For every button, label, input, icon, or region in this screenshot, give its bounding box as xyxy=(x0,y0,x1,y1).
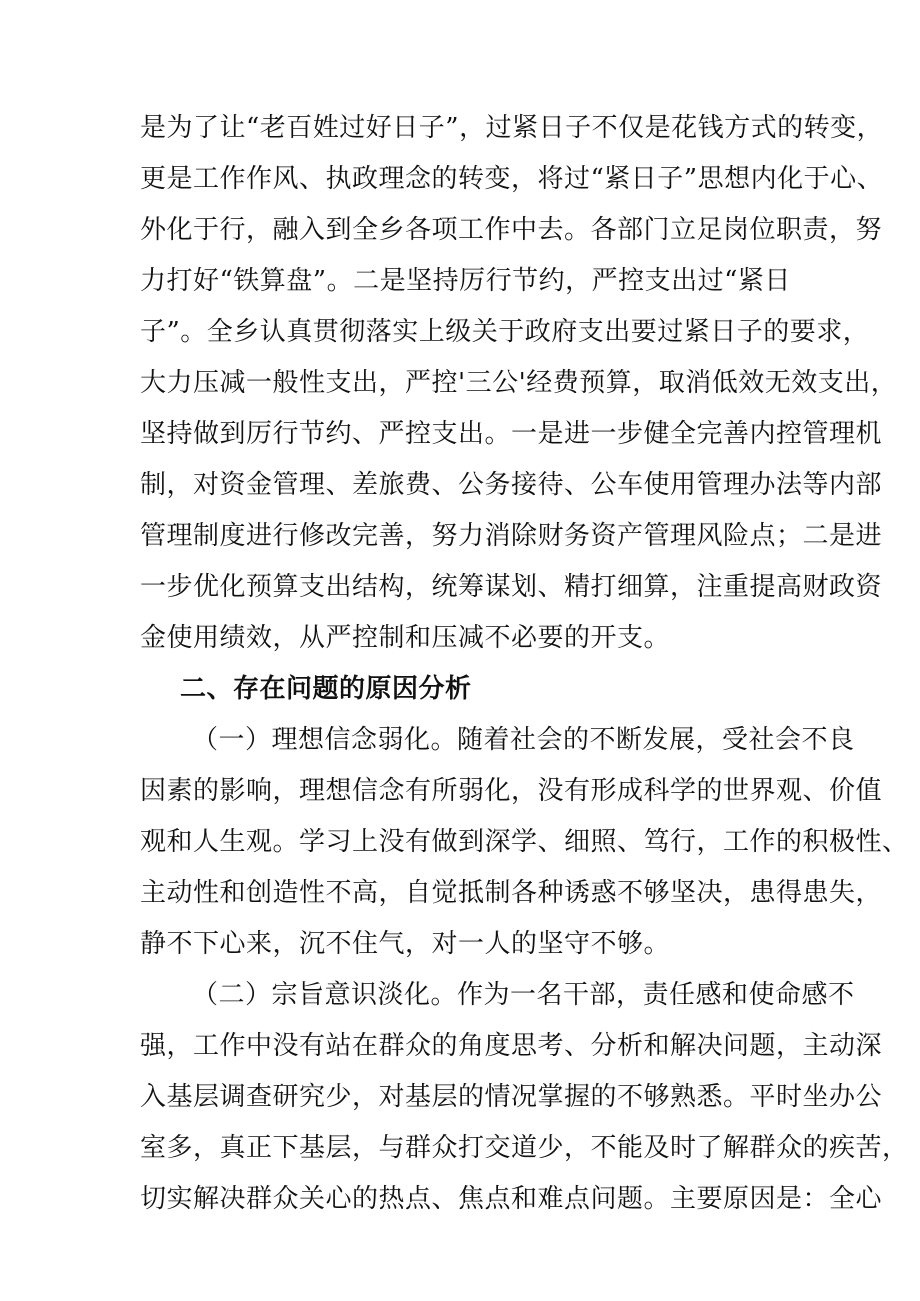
paragraph-1-line-9: 管理制度进行修改完善，努力消除财务资产管理风险点；二是进 xyxy=(140,521,883,551)
paragraph-1-line-1: 是为了让“老百姓过好日子”，过紧日子不仅是花钱方式的转变， xyxy=(140,113,884,143)
paragraph-2-line-4: 主动性和创造性不高，自觉抵制各种诱惑不够坚决，患得患失， xyxy=(140,878,883,908)
paragraph-1-line-2: 更是工作作风、执政理念的转变，将过“紧日子”思想内化于心、 xyxy=(140,164,884,194)
paragraph-1-line-4: 力打好“铁算盘”。二是坚持厉行节约，严控支出过“紧日 xyxy=(140,266,791,296)
paragraph-3-line-3: 入基层调查研究少，对基层的情况掌握的不够熟悉。平时坐办公 xyxy=(140,1082,883,1112)
paragraph-2-line-3: 观和人生观。学习上没有做到深学、细照、笃行，工作的积极性、 xyxy=(140,827,909,857)
paragraph-1-line-5: 子”。全乡认真贯彻落实上级关于政府支出要过紧日子的要求， xyxy=(140,317,870,347)
paragraph-1-line-7: 坚持做到厉行节约、严控支出。一是进一步健全完善内控管理机 xyxy=(140,419,883,449)
paragraph-3-line-2: 强，工作中没有站在群众的角度思考、分析和解决问题，主动深 xyxy=(140,1031,883,1061)
paragraph-3-line-4: 室多，真正下基层，与群众打交道少，不能及时了解群众的疾苦， xyxy=(140,1133,909,1163)
paragraph-2-line-2: 因素的影响，理想信念有所弱化，没有形成科学的世界观、价值 xyxy=(140,776,883,806)
paragraph-1-line-8: 制，对资金管理、差旅费、公务接待、公车使用管理办法等内部 xyxy=(140,470,883,500)
paragraph-3-line-5: 切实解决群众关心的热点、焦点和难点问题。主要原因是：全心 xyxy=(140,1184,883,1214)
paragraph-2-line-1: （一）理想信念弱化。随着社会的不断发展，受社会不良 xyxy=(192,725,855,755)
section-heading: 二、存在问题的原因分析 xyxy=(180,674,472,704)
paragraph-1-line-3: 外化于行，融入到全乡各项工作中去。各部门立足岗位职责，努 xyxy=(140,215,883,245)
paragraph-1-line-11: 金使用绩效，从严控制和压减不必要的开支。 xyxy=(140,623,671,653)
paragraph-1-line-6: 大力压减一般性支出，严控'三公'经费预算，取消低效无效支出， xyxy=(140,368,898,398)
paragraph-2-line-5: 静不下心来，沉不住气，对一人的坚守不够。 xyxy=(140,929,671,959)
paragraph-3-line-1: （二）宗旨意识淡化。作为一名干部，责任感和使命感不 xyxy=(192,980,855,1010)
paragraph-1-line-10: 一步优化预算支出结构，统筹谋划、精打细算，注重提高财政资 xyxy=(140,572,883,602)
